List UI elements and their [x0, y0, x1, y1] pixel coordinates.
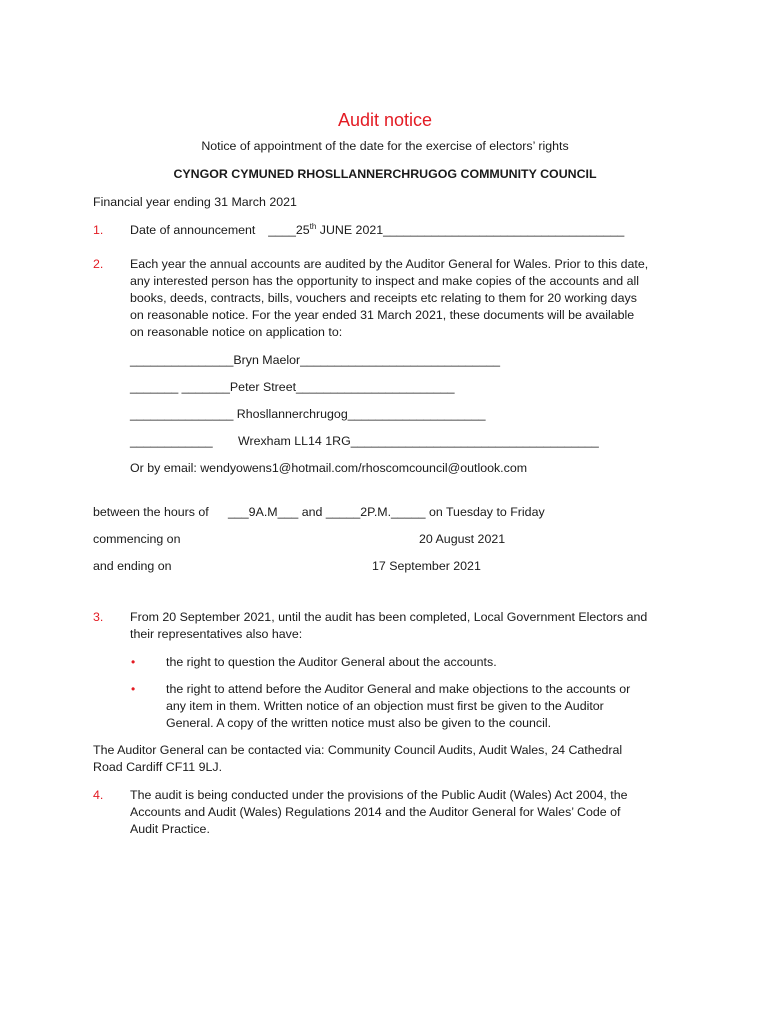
item2-line: on reasonable notice. For the year ended 31 March 2021, these documents will be available	[130, 308, 635, 322]
announcement-label: Date of announcement	[130, 223, 256, 237]
announcement-date-suffix: JUNE 2021___________________________________	[316, 223, 625, 237]
item-number-4: 4.	[93, 788, 104, 802]
item2-line: any interested person has the opportunity to inspect and make copies of the accounts and all	[130, 274, 640, 288]
item3-line: From 20 September 2021, until the audit has been completed, Local Government Electors and	[130, 610, 648, 624]
ending-label: and ending on	[93, 559, 172, 573]
commencing-date: 20 August 2021	[419, 532, 506, 546]
council-name: CYNGOR CYMUNED RHOSLLANNERCHRUGOG COMMUNITY COUNCIL	[173, 167, 597, 181]
ending-date: 17 September 2021	[372, 559, 481, 573]
item-number-2: 2.	[93, 257, 104, 271]
hours-label: between the hours of	[93, 505, 209, 519]
item4-line: Audit Practice.	[130, 822, 210, 836]
item4-line: The audit is being conducted under the provisions of the Public Audit (Wales) Act 2004, the	[130, 788, 628, 802]
address-line-4-blank: ____________	[130, 434, 213, 448]
item-number-1: 1.	[93, 223, 104, 237]
address-line-1: _______________Bryn Maelor_____________________________	[130, 353, 501, 367]
bullet-item-2-line: the right to attend before the Auditor General and make objections to the accounts or	[166, 682, 631, 696]
contact-email: Or by email: wendyowens1@hotmail.com/rhoscomcouncil@outlook.com	[130, 461, 528, 475]
financial-year: Financial year ending 31 March 2021	[93, 195, 297, 209]
item2-line: books, deeds, contracts, bills, vouchers and receipts etc relating to them for 20 working days	[130, 291, 637, 305]
address-line-4: Wrexham LL14 1RG____________________________________	[238, 434, 599, 448]
announcement-date-row	[130, 222, 624, 240]
bullet-item-1: the right to question the Auditor General about the accounts.	[166, 655, 497, 669]
bullet-item-2-line: any item in them. Written notice of an objection must first be given to the Auditor	[166, 699, 604, 713]
bullet-item-2-line: General. A copy of the written notice must also be given to the council.	[166, 716, 552, 730]
announcement-date-sup: th	[309, 221, 317, 231]
announcement-date-prefix: ____25	[268, 223, 310, 237]
page-title: Audit notice	[337, 110, 433, 130]
item3-line: their representatives also have:	[130, 627, 303, 641]
item-number-3: 3.	[93, 610, 104, 624]
commencing-label: commencing on	[93, 532, 181, 546]
auditor-contact-line: The Auditor General can be contacted via: Community Council Audits, Audit Wales, 24 Cathedral	[93, 743, 623, 757]
address-line-2: _______ _______Peter Street_______________________	[130, 380, 455, 394]
item2-line: on reasonable notice on application to:	[130, 325, 343, 339]
bullet-icon: •	[131, 655, 136, 669]
address-line-3: _______________ Rhosllannerchrugog____________________	[130, 407, 486, 421]
item2-line: Each year the annual accounts are audited by the Auditor General for Wales. Prior to this date,	[130, 257, 649, 271]
hours-text: ___9A.M___ and _____2P.M._____ on Tuesday to Friday	[228, 505, 545, 519]
item4-line: Accounts and Audit (Wales) Regulations 2014 and the Auditor General for Wales’ Code of	[130, 805, 621, 819]
subtitle: Notice of appointment of the date for the exercise of electors’ rights	[201, 139, 569, 153]
bullet-icon: •	[131, 682, 136, 696]
auditor-contact-line: Road Cardiff CF11 9LJ.	[93, 760, 223, 774]
